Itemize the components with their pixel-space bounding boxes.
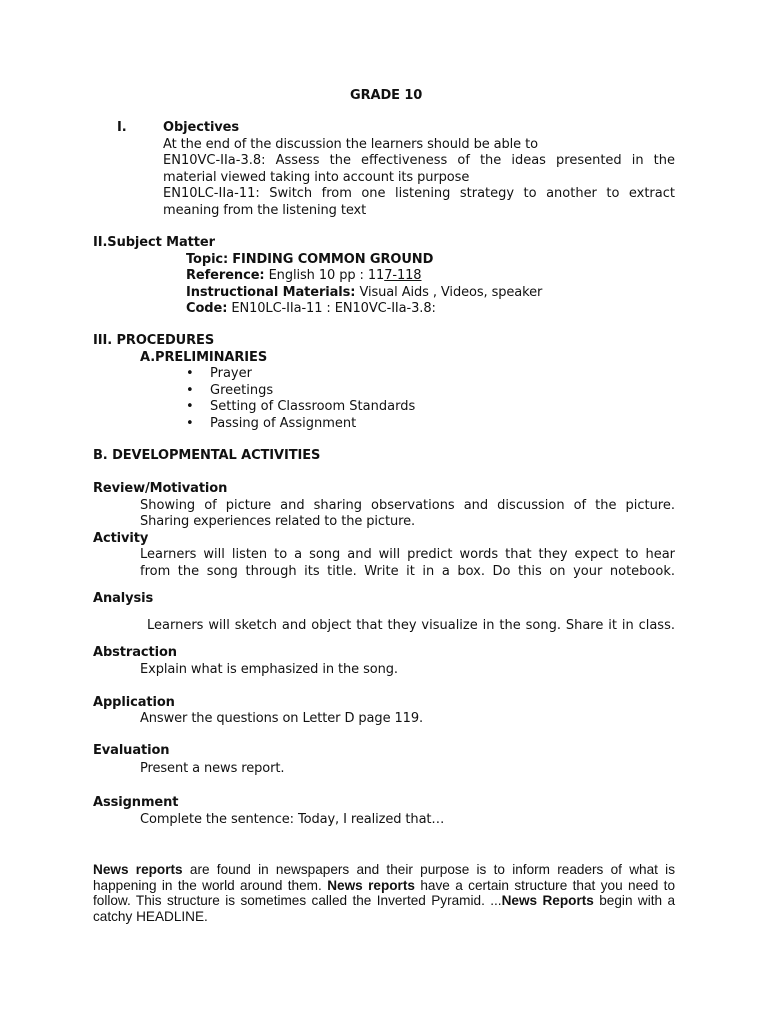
analysis-text: Learners will sketch and object that they visualize in the song. Share it in class. (147, 618, 675, 633)
abstraction-text: Explain what is emphasized in the song. (140, 661, 398, 677)
list-item: • Greetings (186, 383, 415, 400)
code-label: Code: (186, 301, 228, 316)
developmental-heading: B. DEVELOPMENTAL ACTIVITIES (93, 448, 321, 463)
materials-label: Instructional Materials: (186, 284, 356, 300)
news-text-3: begin with a catchy HEADLINE. (93, 893, 676, 924)
objectives-line-2: EN10VC-IIa-3.8: Assess the effectiveness of the ideas presented in the (163, 153, 675, 168)
topic-line (186, 252, 433, 269)
review-line-2: Sharing experiences related to the picture. (140, 514, 415, 529)
topic-label: Topic: (186, 251, 229, 267)
procedures-heading: III. PROCEDURES (93, 333, 215, 348)
news-keyword-1: News reports (93, 862, 183, 877)
objectives-line-4: EN10LC-IIa-11: Switch from one listening strategy to another to extract (163, 186, 675, 201)
reference-label: Reference: (186, 268, 265, 283)
objectives-line-1: At the end of the discussion the learners should be able to (163, 136, 538, 152)
topic-value: FINDING COMMON GROUND (232, 251, 434, 267)
subject-matter-heading: II.Subject Matter (93, 235, 215, 250)
assignment-text: Complete the sentence: Today, I realized that… (140, 812, 445, 827)
activity-line-1: Learners will listen to a song and will predict words that they expect to hear (140, 547, 675, 562)
news-text-2: have a certain structure that you need to follow. This structure is sometimes called the Inverted Pyramid. ... (93, 877, 676, 908)
analysis-heading: Analysis (93, 591, 154, 606)
reference-line (186, 268, 421, 285)
review-heading: Review/Motivation (93, 481, 228, 496)
objectives-heading: Objectives (163, 120, 240, 135)
materials-value: Visual Aids , Videos, speaker (359, 284, 543, 300)
assignment-heading: Assignment (93, 795, 179, 810)
page-title: GRADE 10 (350, 88, 423, 103)
reference-pages-underlined: 7-118 (384, 268, 422, 283)
evaluation-heading: Evaluation (93, 743, 170, 758)
application-heading: Application (93, 694, 175, 710)
application-text: Answer the questions on Letter D page 119. (140, 711, 424, 726)
news-text-1: are found in newspapers and their purpose is to inform readers of what is happening in the world around them. (93, 862, 675, 893)
materials-line (186, 285, 542, 302)
preliminaries-heading: A.PRELIMINARIES (140, 349, 268, 365)
reference-value: English 10 pp : 11 (268, 268, 385, 283)
preliminaries-list (186, 366, 415, 432)
objectives-line-3: material viewed taking into account its purpose (163, 169, 470, 185)
review-line-1: Showing of picture and sharing observations and discussion of the picture. (140, 497, 675, 513)
activity-line-2: from the song through its title. Write it in a box. Do this on your notebook. (140, 564, 675, 579)
abstraction-heading: Abstraction (93, 645, 177, 660)
code-value: EN10LC-IIa-11 : EN10VC-IIa-3.8: (231, 301, 436, 316)
code-line (186, 301, 436, 318)
list-item: • Passing of Assignment (186, 416, 415, 433)
activity-heading: Activity (93, 530, 149, 546)
objectives-numeral: I. (117, 120, 127, 135)
evaluation-text: Present a news report. (140, 760, 285, 776)
news-reports-paragraph (93, 862, 675, 924)
list-item: • Prayer (186, 366, 415, 383)
news-keyword-3: News Reports (501, 893, 594, 908)
list-item: • Setting of Classroom Standards (186, 399, 415, 416)
objectives-line-5: meaning from the listening text (163, 202, 367, 218)
news-keyword-2: News reports (327, 877, 415, 893)
